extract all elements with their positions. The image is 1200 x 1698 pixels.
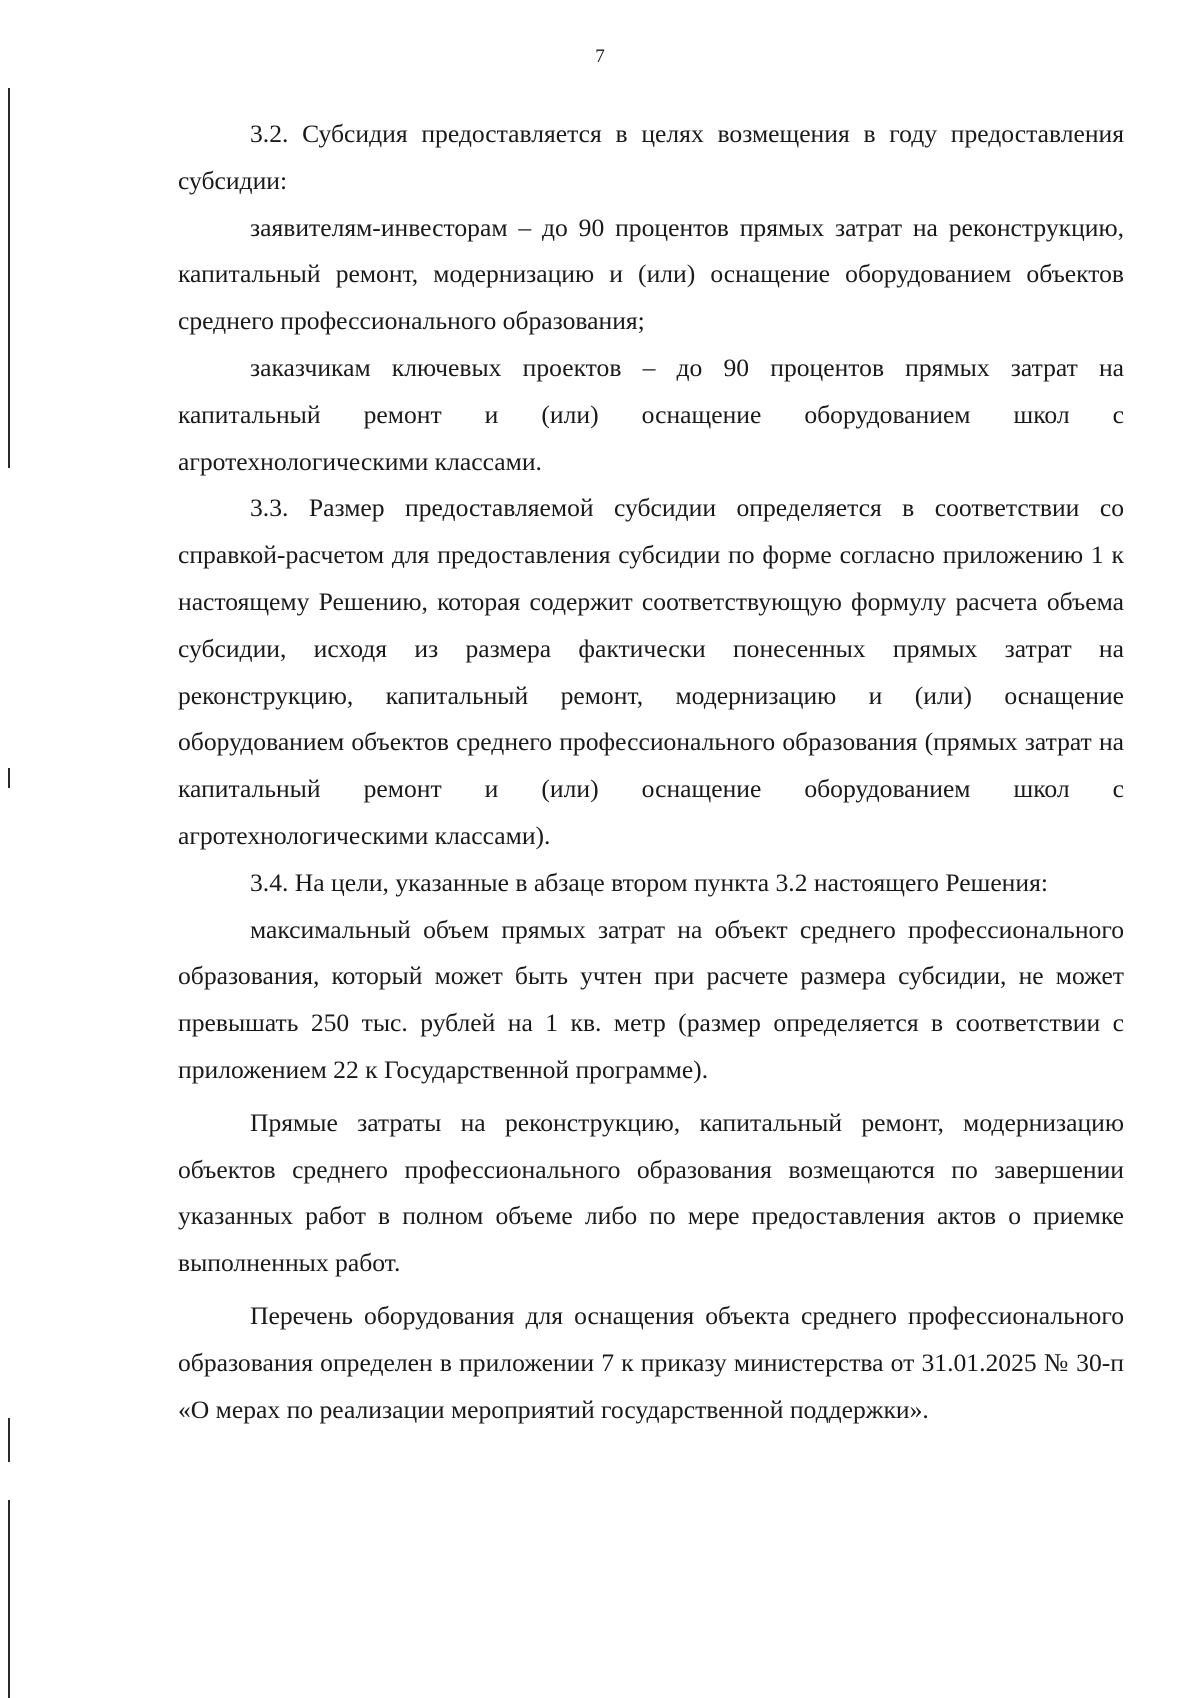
paragraph-key-projects: заказчикам ключевых проектов – до 90 процентов прямых затрат на капитальный ремонт и (или) оснащение оборудованием школ с агротехнологическими классами.: [178, 352, 1124, 476]
paragraph-direct-costs: Прямые затраты на реконструкцию, капитальный ремонт, модернизацию объектов среднего профессионального образования возмещаются по завершении указанных работ в полном объеме либо по мере предоставления актов о приемке выполненных работ.: [178, 1107, 1124, 1278]
scan-margin-line: [8, 88, 10, 468]
paragraph-3-4: 3.4. На цели, указанные в абзаце втором пункта 3.2 настоящего Решения:: [250, 867, 1048, 897]
paragraph-equipment-list: Перечень оборудования для оснащения объекта среднего профессионального образования определен в приложении 7 к приказу министерства от 31.01.2025 № 30-п «О мерах по реализации мероприятий государственной поддержки».: [178, 1300, 1124, 1424]
paragraph-3-2: 3.2. Субсидия предоставляется в целях возмещения в году предоставления субсидии:: [178, 119, 1124, 195]
paragraph-investors: заявителям-инвесторам – до 90 процентов прямых затрат на реконструкцию, капитальный ремонт, модернизацию и (или) оснащение оборудованием объектов среднего профессионального образования;: [178, 212, 1124, 336]
paragraph-max-cost: максимальный объем прямых затрат на объект среднего профессионального образования, который может быть учтен при расчете размера субсидии, не может превышать 250 тыс. рублей на 1 кв. метр (размер определяется в соответствии с приложением 22 к Государственной программе).: [178, 914, 1124, 1084]
scan-margin-mark: [8, 1418, 10, 1462]
document-body: [178, 111, 1124, 1433]
paragraph-3-3: 3.3. Размер предоставляемой субсидии определяется в соответствии со справкой-расчетом для предоставления субсидии по форме согласно приложению 1 к настоящему Решению, которая содержит соответствующую формулу расчета объема субсидии, исходя из размера фактически понесенных прямых затрат на реконструкцию, капитальный ремонт, модернизацию и (или) оснащение оборудованием объектов среднего профессионального образования (прямых затрат на капитальный ремонт и (или) оснащение оборудованием школ с агротехнологическими классами).: [178, 493, 1124, 850]
page-number: 7: [595, 46, 605, 67]
scan-margin-line: [8, 1500, 10, 1698]
scan-margin-mark: [8, 768, 10, 788]
